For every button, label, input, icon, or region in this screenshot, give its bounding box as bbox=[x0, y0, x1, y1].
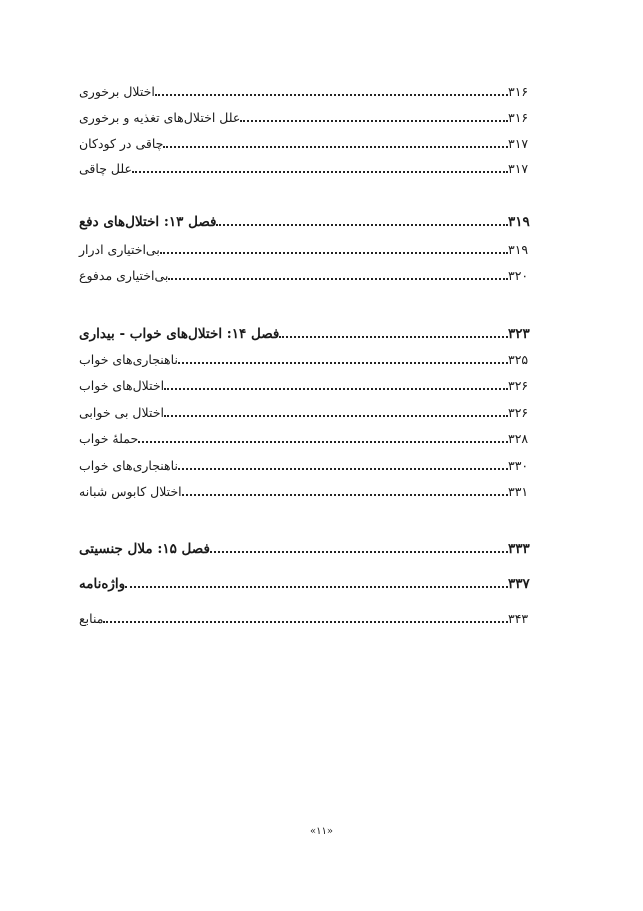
toc-entry[interactable] bbox=[75, 236, 538, 258]
toc-chapter-entry[interactable] bbox=[75, 535, 538, 557]
toc-entry-page: ۳۲۶ bbox=[508, 378, 529, 393]
toc-entry-title: اختلال برخوری bbox=[79, 84, 155, 99]
leader-dots bbox=[182, 494, 508, 496]
leader-dots bbox=[155, 94, 508, 96]
toc-entry-title: چاقی در کودکان bbox=[79, 136, 164, 151]
leader-dots bbox=[138, 441, 508, 443]
leader-dots bbox=[132, 171, 508, 173]
toc-entry-title: فصل ۱۵: ملال جنسیتی bbox=[79, 541, 210, 557]
toc-entry-page: ۳۱۷ bbox=[508, 136, 529, 151]
toc-entry-title: فصل ۱۴: اختلال‌های خواب - بیداری bbox=[79, 326, 280, 342]
toc-entry[interactable] bbox=[75, 130, 538, 152]
toc-chapter-entry[interactable] bbox=[75, 320, 538, 342]
toc-entry[interactable] bbox=[75, 104, 538, 126]
leader-dots bbox=[125, 586, 508, 588]
toc-entry-page: ۳۳۰ bbox=[508, 458, 529, 473]
leader-dots bbox=[216, 224, 508, 226]
toc-entry[interactable] bbox=[75, 605, 538, 627]
toc-entry-page: ۳۳۳ bbox=[508, 541, 530, 557]
leader-dots bbox=[178, 362, 508, 364]
leader-dots bbox=[178, 468, 508, 470]
toc-entry-page: ۳۱۹ bbox=[508, 242, 529, 257]
toc-entry-title: حملهٔ خواب bbox=[79, 431, 139, 446]
toc-entry-page: ۳۱۶ bbox=[508, 84, 529, 99]
leader-dots bbox=[240, 120, 508, 122]
leader-dots bbox=[163, 146, 508, 148]
leader-dots bbox=[160, 252, 508, 254]
toc-entry[interactable] bbox=[75, 262, 538, 284]
toc-entry-page: ۳۲۵ bbox=[508, 352, 529, 367]
toc-entry-page: ۳۳۱ bbox=[508, 484, 529, 499]
toc-entry[interactable] bbox=[75, 372, 538, 394]
toc-entry-page: ۳۲۸ bbox=[508, 431, 529, 446]
toc-entry-page: ۳۲۳ bbox=[508, 326, 530, 342]
toc-entry-title: ناهنجاری‌های خواب bbox=[79, 352, 178, 367]
toc-entry-title: واژه‌نامه bbox=[79, 576, 126, 592]
toc-entry-title: منابع bbox=[79, 611, 104, 626]
toc-entry[interactable] bbox=[75, 452, 538, 474]
page-number: «۱۱» bbox=[310, 826, 333, 837]
toc-entry[interactable] bbox=[75, 399, 538, 421]
toc-entry[interactable] bbox=[75, 155, 538, 177]
toc-entry-title: بی‌اختیاری ادرار bbox=[79, 242, 160, 257]
toc-chapter-entry[interactable] bbox=[75, 570, 538, 592]
leader-dots bbox=[103, 621, 508, 623]
toc-entry[interactable] bbox=[75, 425, 538, 447]
toc-entry-page: ۳۱۷ bbox=[508, 161, 529, 176]
toc-entry[interactable] bbox=[75, 478, 538, 500]
leader-dots bbox=[279, 336, 508, 338]
toc-entry[interactable] bbox=[75, 346, 538, 368]
toc-entry-title: علل چاقی bbox=[79, 161, 132, 176]
toc-entry[interactable] bbox=[75, 78, 538, 100]
toc-entry-title: علل اختلال‌های تغذیه و برخوری bbox=[79, 110, 241, 125]
toc-entry-page: ۳۲۰ bbox=[508, 268, 529, 283]
leader-dots bbox=[168, 278, 508, 280]
toc-entry-page: ۳۱۶ bbox=[508, 110, 529, 125]
toc-chapter-entry[interactable] bbox=[75, 208, 538, 230]
toc-entry-title: فصل ۱۳: اختلال‌های دفع bbox=[79, 214, 217, 230]
toc-entry-title: اختلال کابوس شبانه bbox=[79, 484, 182, 499]
toc-entry-page: ۳۲۶ bbox=[508, 405, 529, 420]
toc-entry-page: ۳۳۷ bbox=[508, 576, 530, 592]
leader-dots bbox=[164, 415, 508, 417]
toc-entry-title: اختلال‌های خواب bbox=[79, 378, 165, 393]
leader-dots bbox=[164, 388, 508, 390]
toc-entry-title: بی‌اختیاری مدفوع bbox=[79, 268, 169, 283]
toc-entry-title: اختلال بی خوابی bbox=[79, 405, 164, 420]
toc-entry-page: ۳۱۹ bbox=[508, 214, 530, 230]
leader-dots bbox=[210, 551, 508, 553]
toc-entry-title: ناهنجاری‌های خواب bbox=[79, 458, 178, 473]
toc-entry-page: ۳۴۳ bbox=[508, 611, 529, 626]
